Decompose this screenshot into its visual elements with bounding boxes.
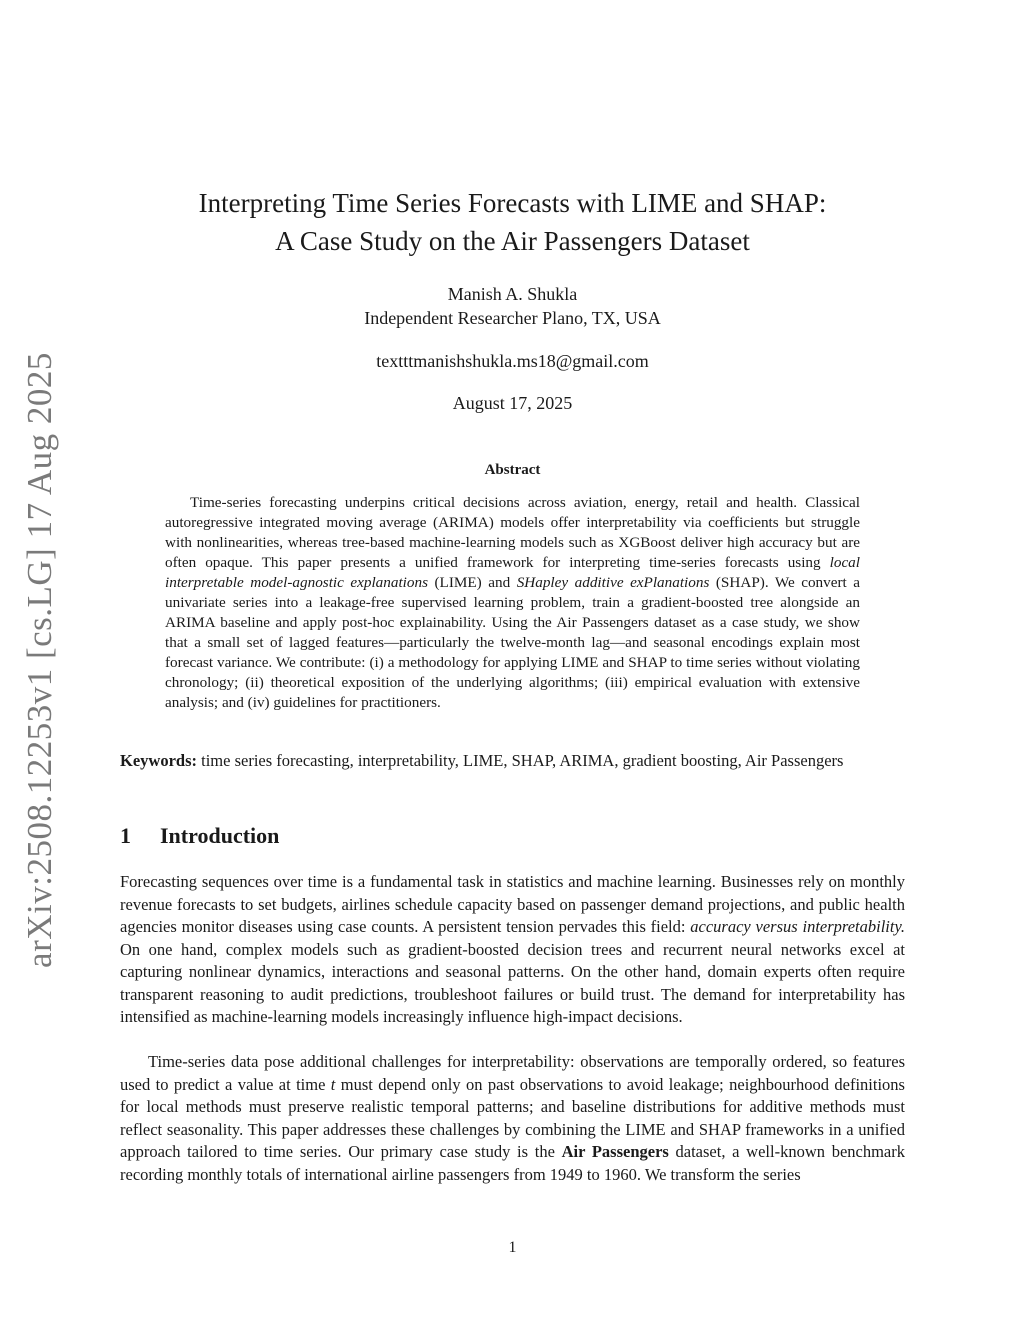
shap-expansion: SHapley additive exPlanations — [516, 574, 710, 591]
intro-p1-text-2: On one hand, complex models such as gradient-boosted decision trees and recurrent neural networks excel at capturing nonlinear dynamics, interactions and seasonal patterns. On the other hand, domain experts often require transparent reasoning to audit predictions, troubleshoot failures or build trust. The demand for interpretability has intensified as machine-learning models increasingly influence high-impact decisions. — [120, 939, 905, 1026]
intro-p1-emphasis: accuracy versus interpretability. — [690, 917, 905, 936]
keywords-label: Keywords: — [120, 751, 197, 770]
intro-paragraph-2 — [120, 1051, 905, 1186]
intro-p2-variable: t — [330, 1074, 336, 1094]
keywords-text: time series forecasting, interpretability, LIME, SHAP, ARIMA, gradient boosting, Air Passengers — [197, 751, 844, 770]
intro-paragraph-1 — [120, 871, 905, 1029]
section-title: Introduction — [160, 823, 280, 848]
intro-p2-text-2: must depend only on past observations to avoid leakage; neighbourhood definitions for local methods must preserve realistic temporal patterns; and baseline distributions for additive methods must reflect seasonality. This paper addresses these challenges by combining the LIME and SHAP frameworks in a unified approach tailored to time series. Our primary case study is the — [120, 1074, 905, 1161]
abstract-body — [165, 493, 860, 713]
keywords — [120, 749, 905, 772]
intro-p2-text-1: Time-series data pose additional challenges for interpretability: observations are temporally ordered, so features used to predict a value at time — [120, 1052, 905, 1094]
abstract-text-2: (LIME) and — [428, 574, 517, 591]
intro-p2-text-3: dataset, a well-known benchmark recording monthly totals of international airline passengers from 1949 to 1960. We transform the series — [120, 1142, 905, 1184]
abstract-text-3: (SHAP). We convert a univariate series into a leakage-free supervised learning problem, train a gradient-boosted tree alongside an ARIMA baseline and apply post-hoc explainability. Using the Air Passengers dataset as a case study, we show that a small set of lagged features—particularly the twelve-month lag—and seasonal encodings explain most forecast variance. We contribute: (i) a methodology for applying LIME and SHAP to time series without violating chronology; (ii) theoretical exposition of the underlying algorithms; (iii) empirical evaluation with extensive analysis; and (iv) guidelines for practitioners. — [165, 574, 860, 711]
lime-expansion: local interpretable model-agnostic explanations — [165, 554, 860, 591]
section-number: 1 — [120, 823, 131, 848]
intro-p1-text-1: Forecasting sequences over time is a fundamental task in statistics and machine learning. Businesses rely on monthly revenue forecasts to set budgets, airlines schedule capacity based on passenger demand projections, and public health agencies monitor diseases using case counts. A persistent tension pervades this field: — [120, 872, 905, 936]
author-email: textttmanishshukla.ms18@gmail.com — [376, 351, 649, 371]
intro-p2-dataset-name: Air Passengers — [561, 1142, 669, 1161]
arxiv-identifier-stamp: arXiv:2508.12253v1 [cs.LG] 17 Aug 2025 — [20, 352, 59, 968]
section-heading-introduction — [120, 823, 905, 849]
page-number: 1 — [508, 1239, 517, 1256]
abstract-text-1: Time-series forecasting underpins critical decisions across aviation, energy, retail and health. Classical autoregressive integrated moving average (ARIMA) models offer interpretability via coefficients but struggle with nonlinearities, whereas tree-based machine-learning models such as XGBoost deliver high accuracy but are often opaque. This paper presents a unified framework for interpreting time-series forecasts using — [165, 494, 860, 571]
abstract-heading: Abstract — [484, 462, 541, 478]
paper-title-line-1: Interpreting Time Series Forecasts with LIME and SHAP: — [198, 188, 827, 218]
author-name: Manish A. Shukla — [447, 284, 578, 304]
publication-date: August 17, 2025 — [452, 393, 573, 413]
paper-title — [120, 184, 905, 260]
author-block — [120, 282, 905, 330]
author-affiliation: Independent Researcher Plano, TX, USA — [364, 308, 661, 328]
paper-title-line-2: A Case Study on the Air Passengers Dataset — [275, 226, 750, 256]
